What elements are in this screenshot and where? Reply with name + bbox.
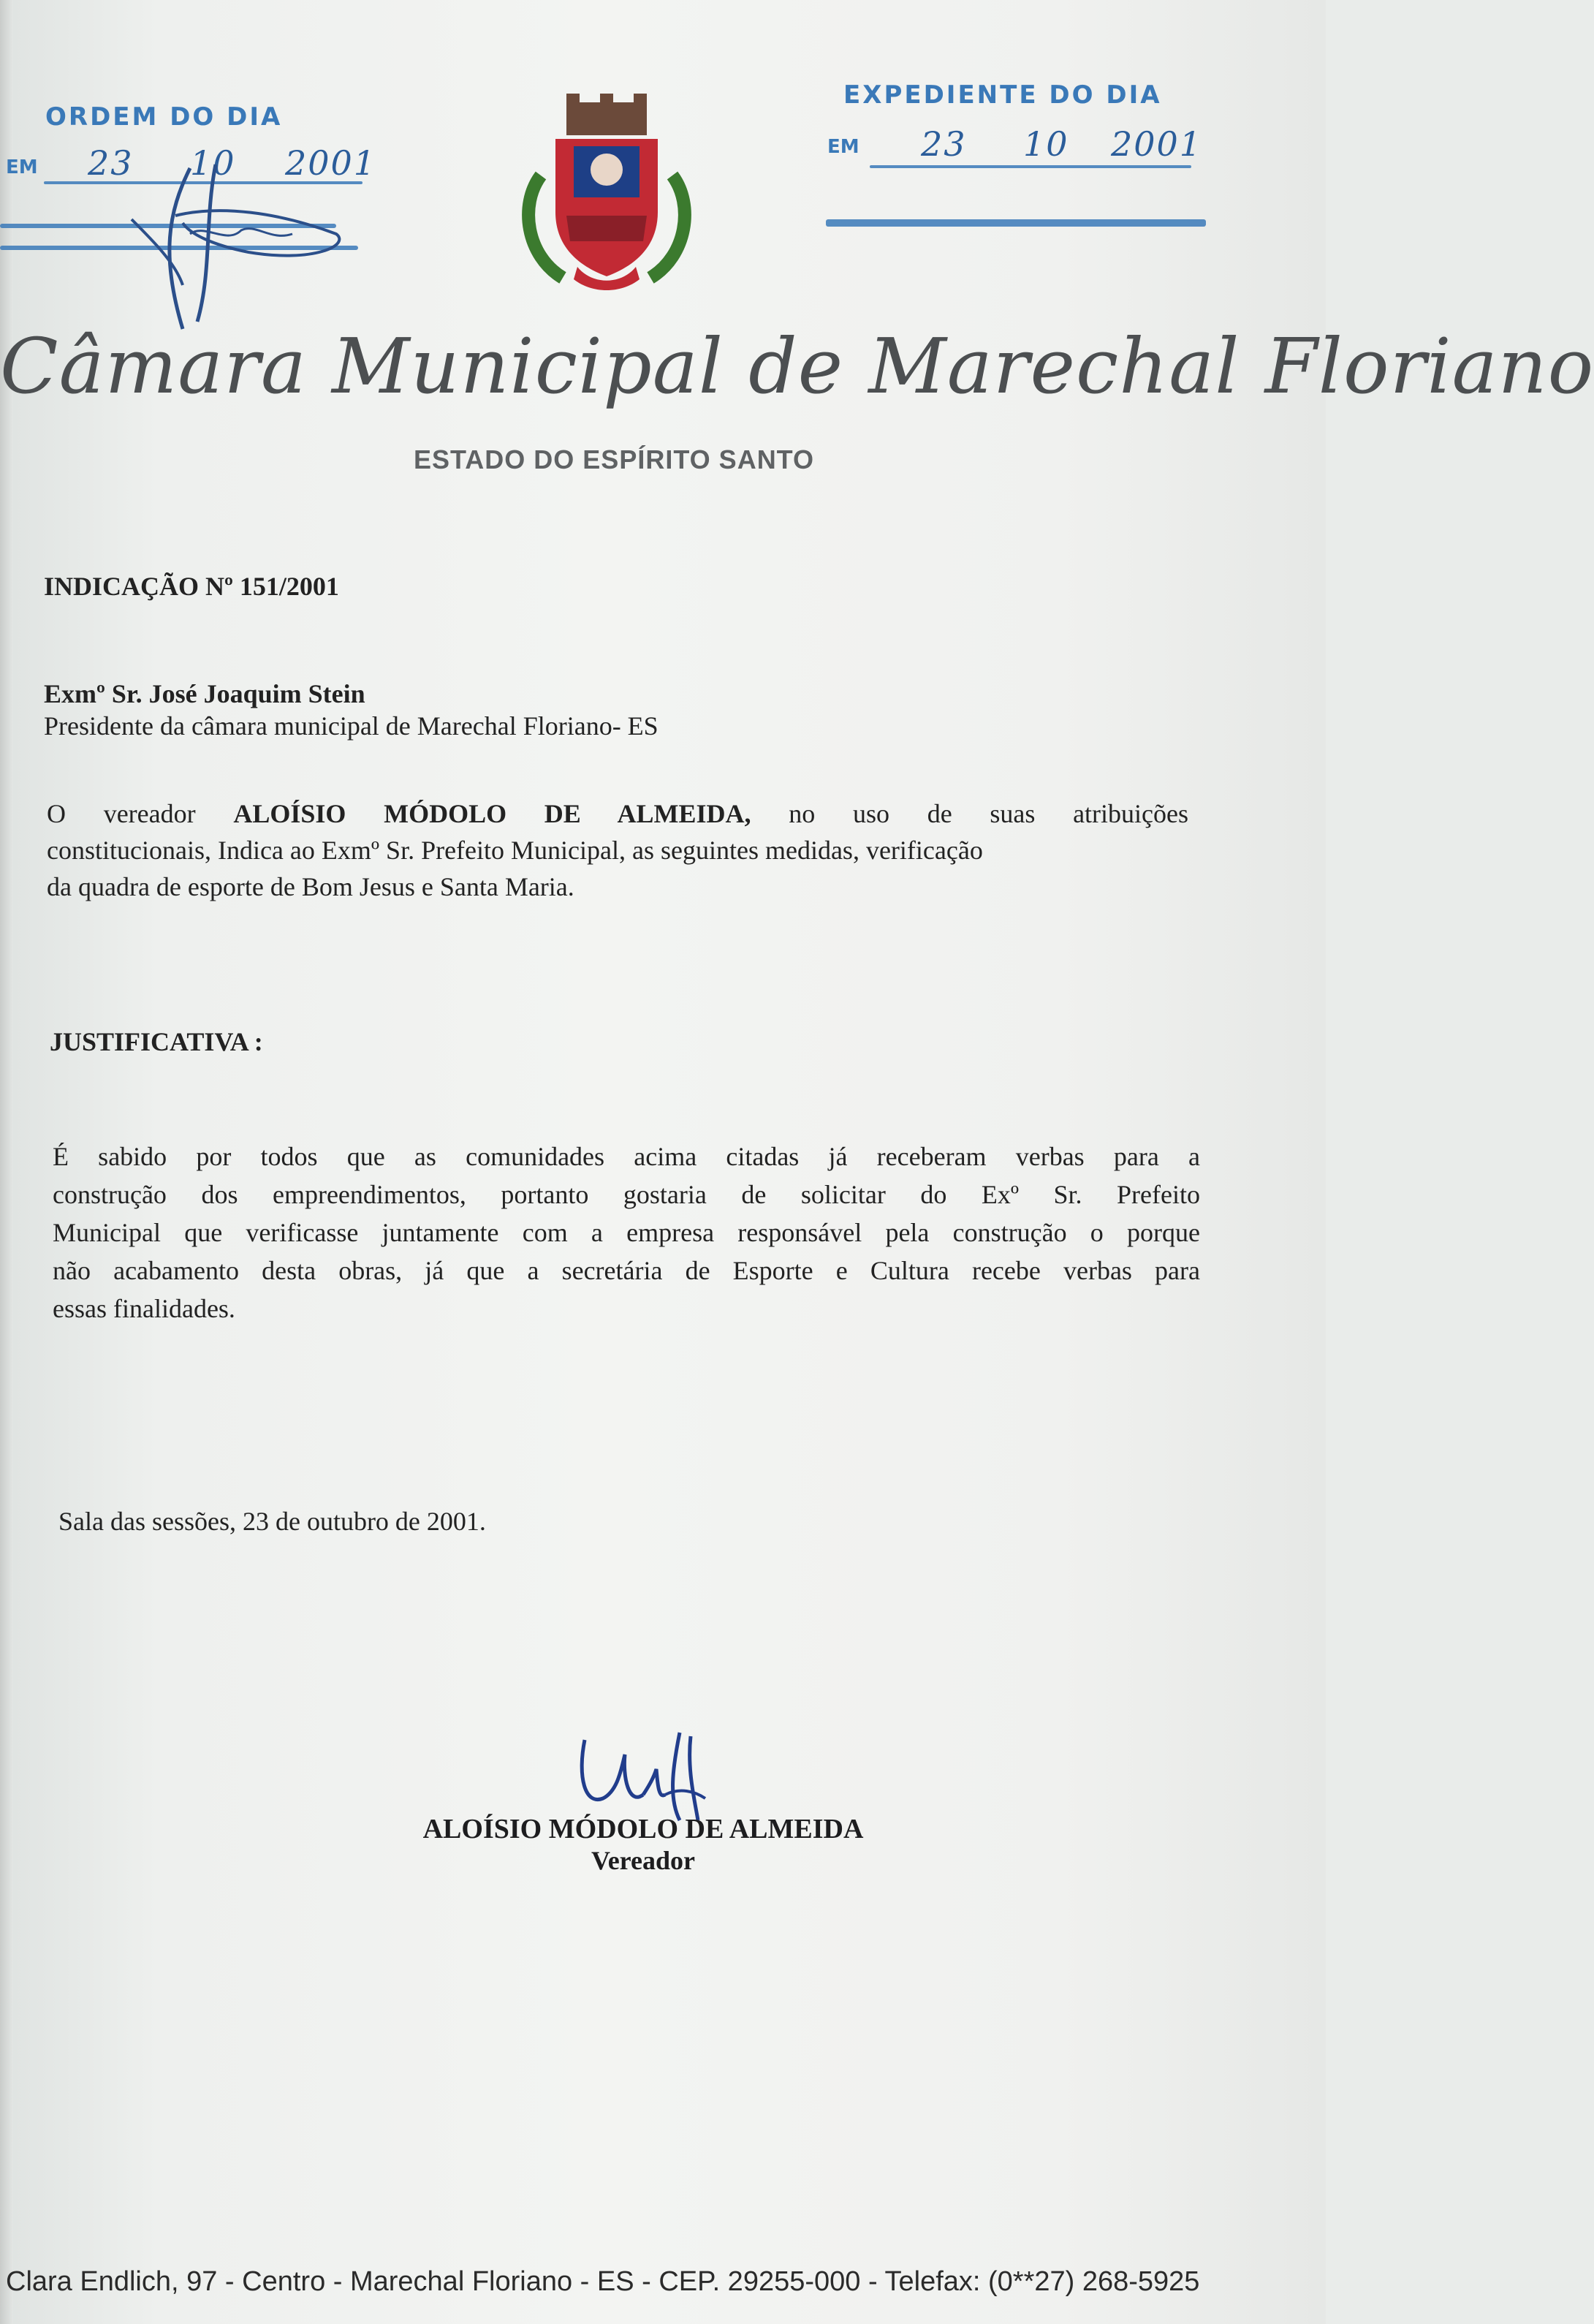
ordem-date-day: 23	[88, 143, 134, 183]
ordem-stamp-title: ORDEM DO DIA	[45, 102, 283, 132]
expediente-date-underline	[870, 165, 1191, 168]
footer-address: Clara Endlich, 97 - Centro - Marechal Floriano - ES - CEP. 29255-000 - Telefax: (0**27) 268-5925	[6, 2266, 1200, 2297]
signatory-name: ALOÍSIO MÓDOLO DE ALMEIDA	[422, 1814, 864, 1844]
place-and-date: Sala das sessões, 23 de outubro de 2001.	[58, 1507, 486, 1536]
intro-line-2: constitucionais, Indica ao Exmº Sr. Prefeito Municipal, as seguintes medidas, verificação	[47, 836, 983, 865]
recipient-title: Presidente da câmara municipal de Marechal Floriano- ES	[44, 711, 659, 741]
justification-line: É sabido por todos que as comunidades acima citadas já receberam verbas para a	[53, 1142, 1200, 1171]
intro-line-1-pre: O vereador	[47, 799, 196, 828]
justification-line: Municipal que verificasse juntamente com a empresa responsável pela construção o porque	[53, 1218, 1200, 1247]
expediente-do-dia-stamp	[811, 80, 1221, 256]
expediente-date-day: 23	[921, 124, 967, 164]
ordem-do-dia-stamp	[0, 95, 380, 336]
ordem-em-label: EM	[6, 156, 38, 178]
municipal-coat-of-arms-emblem	[512, 88, 702, 300]
document-heading: INDICAÇÃO Nº 151/2001	[44, 572, 339, 601]
intro-paragraph	[47, 795, 1188, 905]
intro-line-1	[47, 795, 1188, 832]
justification-heading: JUSTIFICATIVA :	[50, 1027, 263, 1056]
expediente-stamp-bar	[826, 219, 1206, 227]
recipient-name: Exmº Sr. José Joaquim Stein	[44, 679, 365, 708]
intro-line-1-post: no uso de suas atribuições	[789, 799, 1189, 828]
justification-paragraph	[53, 1138, 1200, 1328]
justification-line: construção dos empreendimentos, portanto gostaria de solicitar do Exº Sr. Prefeito	[53, 1180, 1200, 1209]
expediente-date-year: 2001	[1111, 124, 1203, 164]
signature-block	[387, 1813, 899, 1876]
expediente-date-month: 10	[1023, 124, 1069, 164]
ordem-date-month: 10	[190, 143, 236, 183]
signatory-role: Vereador	[591, 1846, 695, 1875]
expediente-em-label: EM	[827, 136, 859, 158]
intro-line-3: da quadra de esporte de Bom Jesus e Santa Maria.	[47, 872, 574, 901]
intro-councillor-name: ALOÍSIO MÓDOLO DE ALMEIDA,	[233, 799, 751, 828]
justification-line: não acabamento desta obras, já que a secretária de Esporte e Cultura recebe verbas para	[53, 1256, 1200, 1285]
expediente-stamp-title: EXPEDIENTE DO DIA	[843, 80, 1162, 110]
justification-line: essas finalidades.	[53, 1294, 235, 1323]
ordem-handwritten-initials	[88, 95, 351, 336]
ordem-date-year: 2001	[285, 143, 377, 183]
letterhead-subtitle: ESTADO DO ESPÍRITO SANTO	[413, 444, 815, 474]
letterhead-title: Câmara Municipal de Marechal Floriano	[0, 322, 1594, 411]
